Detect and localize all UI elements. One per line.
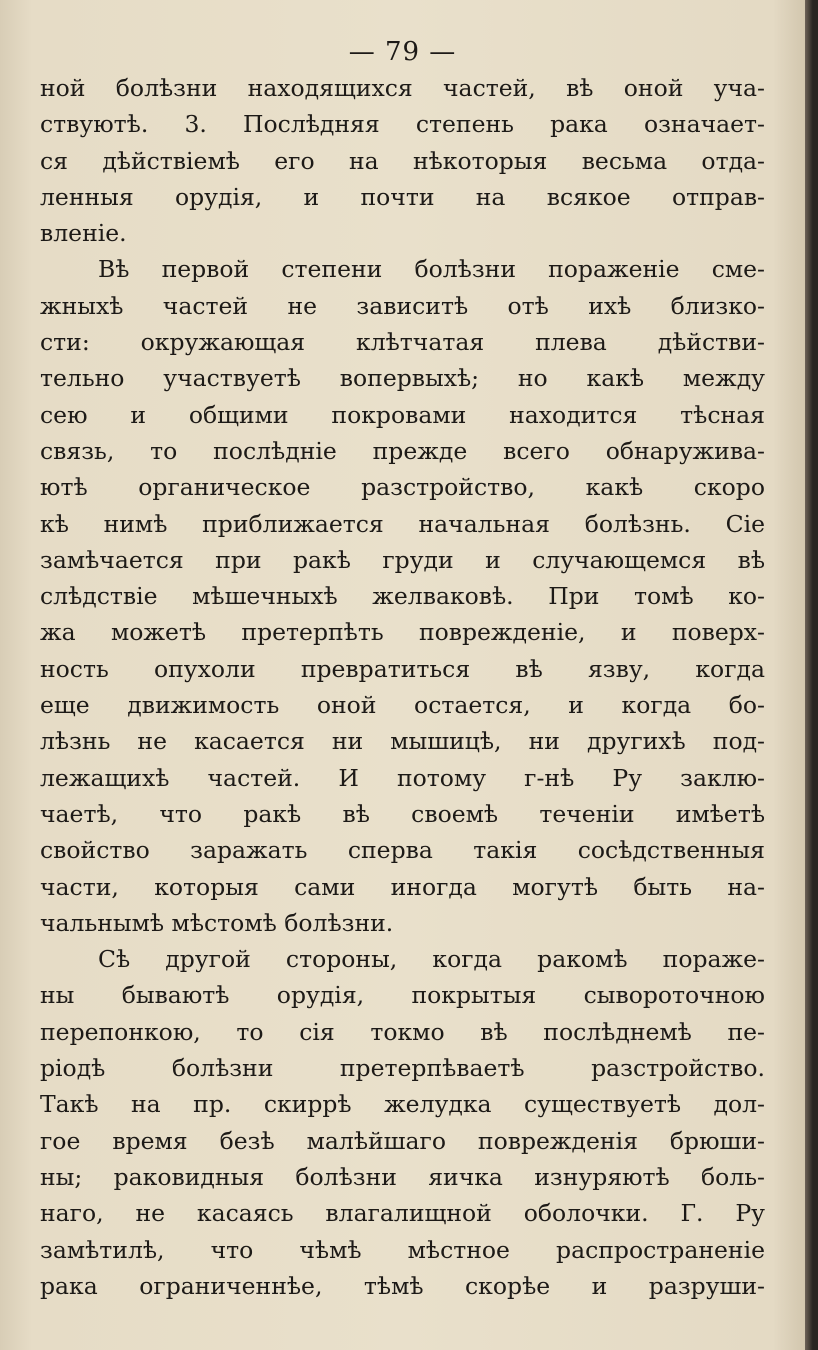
text-line: тельно участвуетѣ вопервыхѣ; но какѣ между [40, 364, 765, 393]
text-line: свойство заражать сперва такія сосѣдственныя [40, 836, 765, 865]
text-line: рака ограниченнѣе, тѣмѣ скорѣе и разруши- [40, 1271, 765, 1300]
text-line: ствуютѣ. 3. Послѣдняя степень рака означает- [40, 110, 765, 139]
text-line: кѣ нимѣ приближается начальная болѣзнь. Сіе [40, 509, 765, 538]
text-line: сти: окружающая клѣтчатая плева дѣйстви- [40, 328, 765, 357]
text-line: наго, не касаясь влагалищной оболочки. Г. Ру [40, 1199, 765, 1228]
text-line: лежащихѣ частей. И потому г-нѣ Ру заклю- [40, 763, 765, 792]
body-text [40, 70, 765, 1304]
text-line: жныхѣ частей не зависитѣ отѣ ихѣ близко- [40, 291, 765, 320]
text-line: слѣдствіе мѣшечныхѣ желваковѣ. При томѣ ко- [40, 582, 765, 611]
text-line: чальнымѣ мѣстомѣ болѣзни. [40, 908, 394, 937]
text-line: связь, то послѣдніе прежде всего обнаружива- [40, 436, 765, 465]
text-line: Вѣ первой степени болѣзни пораженіе сме- [98, 255, 765, 284]
text-line: гое время безѣ малѣйшаго поврежденія брюши- [40, 1126, 765, 1155]
text-line: ны; раковидныя болѣзни яичка изнуряютѣ боль- [40, 1162, 765, 1191]
text-line: ютѣ органическое разстройство, какѣ скоро [40, 473, 765, 502]
text-line: перепонкою, то сія токмо вѣ послѣднемѣ пе- [40, 1017, 765, 1046]
text-line: вленіе. [40, 219, 127, 248]
page-number: — 79 — [348, 37, 457, 67]
text-line: жа можетѣ претерпѣть поврежденіе, и поверх- [40, 618, 765, 647]
text-line: ной болѣзни находящихся частей, вѣ оной уча- [40, 74, 765, 102]
text-line: ность опухоли превратиться вѣ язву, когда [40, 654, 765, 683]
page-edge-shadow [805, 0, 818, 1350]
text-line: ны бываютѣ орудія, покрытыя сывороточною [40, 981, 765, 1010]
text-line: ся дѣйствіемѣ его на нѣкоторыя весьма отда- [40, 146, 765, 175]
text-line: части, которыя сами иногда могутѣ быть на- [40, 872, 765, 901]
page-text [40, 34, 765, 1304]
text-line: Сѣ другой стороны, когда ракомѣ пораже- [98, 945, 765, 974]
text-line: еще движимость оной остается, и когда бо- [40, 691, 765, 720]
paragraph-3 [40, 941, 765, 1304]
paragraph-2 [40, 251, 765, 941]
text-line: ленныя орудія, и почти на всякое отправ- [40, 182, 765, 211]
text-line: Такѣ на пр. скиррѣ желудка существуетѣ дол- [40, 1090, 765, 1119]
text-line: замѣчается при ракѣ груди и случающемся вѣ [40, 545, 765, 574]
paragraph-1 [40, 70, 765, 251]
text-line: лѣзнь не касается ни мышицѣ, ни другихѣ под- [40, 727, 765, 756]
text-line: замѣтилѣ, что чѣмѣ мѣстное распространеніе [40, 1235, 765, 1264]
text-line: ріодѣ болѣзни претерпѣваетѣ разстройство. [40, 1054, 765, 1083]
text-line: сею и общими покровами находится тѣсная [40, 400, 765, 429]
text-line: чаетѣ, что ракѣ вѣ своемѣ теченіи имѣетѣ [40, 799, 765, 828]
